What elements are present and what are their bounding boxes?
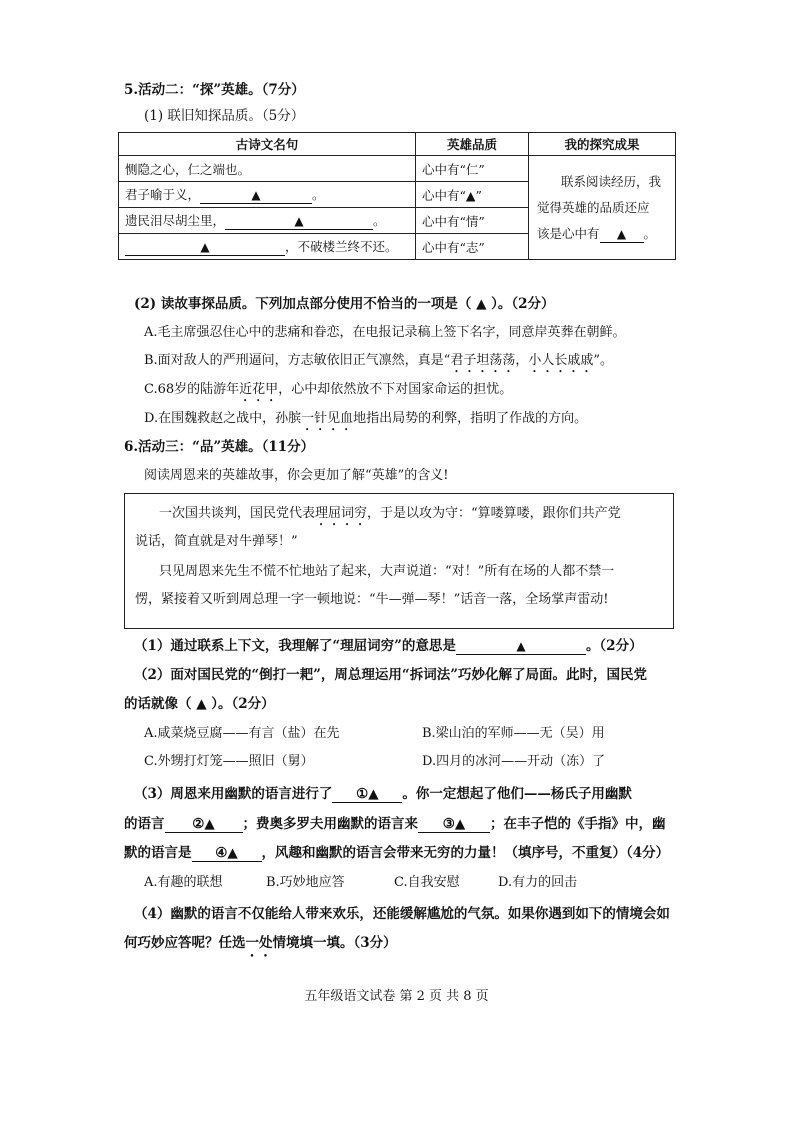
quality-1: 心中有“仁” — [422, 161, 485, 177]
option-b: B.巧妙地应答 — [266, 875, 345, 890]
poem-line-1: 恻隐之心，仁之端也。 — [125, 161, 251, 177]
answer-blank[interactable]: ④▲ — [192, 845, 262, 862]
quality-4: 心中有“志” — [422, 239, 485, 255]
q5-sub1: (1) 联旧知探品质。（5分） — [144, 108, 305, 124]
story-line-1: 一次国共谈判，国民党代表理屈词穷，于是以攻为守：“算喽算喽，跟你们共产党 — [159, 506, 621, 521]
story-line-4: 愣，紧接着又听到周总理一字一顿地说：“牛—弹—琴！”话音一落，全场掌声雷动! — [135, 592, 609, 607]
option-c: C.68岁的陆游年近花甲，心中却依然放不下对国家命运的担忧。 — [144, 382, 513, 397]
table-row — [119, 156, 676, 182]
answer-blank[interactable]: ▲ — [456, 638, 586, 655]
answer-blank[interactable]: ▲ — [125, 239, 285, 256]
result-line-3: 该是心中有 ▲ 。 — [537, 225, 657, 241]
story-box — [124, 493, 674, 629]
answer-blank[interactable]: ▲ — [200, 187, 312, 204]
option-b: B.面对敌人的严刑逼问，方志敏依旧正气凛然，真是“君子坦荡荡，小人长戚戚”。 — [144, 353, 614, 368]
answer-blank[interactable]: ▲ — [600, 226, 644, 243]
result-cell — [529, 156, 676, 260]
option-a: A.咸菜烧豆腐——有言（盐）在先 — [144, 726, 340, 741]
option-a: A.毛主席强忍住心中的悲痛和眷恋，在电报记录稿上签下名字，同意岸英葬在朝鲜。 — [144, 325, 626, 340]
option-b: B.梁山泊的军师——无（吴）用 — [422, 726, 605, 741]
option-a: A.有趣的联想 — [144, 875, 223, 890]
story-line-2: 说话，简直就是对牛弹琴！” — [135, 534, 298, 549]
q6-intro: 阅读周恩来的英雄故事，你会更加了解“英雄”的含义! — [144, 468, 449, 483]
poem-table — [118, 132, 676, 260]
table-row: 遗民泪尽胡尘里， ▲ 。 心中有“情” — [119, 208, 676, 234]
result-line-2: 觉得英雄的品质还应 — [537, 199, 650, 215]
q6-sub4-line2: 何巧妙应答呢？任选一处情境填一填。（3分） — [124, 935, 397, 951]
table-header-quality: 英雄品质 — [416, 133, 529, 156]
poem-line-4: ，不破楼兰终不还。 — [285, 239, 398, 254]
option-d: D.四月的冰河——开动（冻）了 — [422, 754, 606, 769]
q6-sub3-line2: 的语言 ②▲ ；费奥多罗夫用幽默的语言来 ③▲ ；在丰子恺的《手指》中，幽 — [124, 816, 666, 832]
q6-sub2-line2: 的话就像（ ▲ ）。（2分） — [124, 696, 275, 712]
answer-blank[interactable]: ③▲ — [418, 816, 490, 833]
answer-blank[interactable]: ②▲ — [165, 816, 243, 833]
q6-sub3-line3: 默的语言是 ④▲ ，风趣和幽默的语言会带来无穷的力量！（填序号，不重复）（4分） — [124, 845, 670, 861]
q6-sub4-line1: （4）幽默的语言不仅能给人带来欢乐，还能缓解尴尬的气氛。如果你遇到如下的情境会如 — [134, 906, 670, 922]
q5-heading: 5.活动二：“探”英雄。（7分） — [124, 82, 305, 98]
answer-blank[interactable]: ▲ — [225, 213, 373, 230]
table-header-poems: 古诗文名句 — [119, 133, 416, 156]
option-c: C.自我安慰 — [394, 875, 460, 890]
result-line-1: 联系阅读经历，我 — [561, 173, 662, 189]
q5-sub2: (2) 读故事探品质。下列加点部分使用不恰当的一项是（ ▲ ）。（2分） — [134, 296, 555, 312]
q6-sub3-line1: （3）周恩来用幽默的语言进行了 ①▲ 。你一定想起了他们——杨氏子用幽默 — [134, 786, 632, 802]
quality-3: 心中有“情” — [422, 213, 485, 229]
poem-line-3: 遗民泪尽胡尘里， — [125, 213, 226, 228]
page-footer: 五年级语文试卷 第 2 页 共 8 页 — [304, 989, 489, 1004]
q6-sub1: （1）通过联系上下文，我理解了“理屈词穷”的意思是 ▲ 。（2分） — [134, 638, 643, 654]
option-d: D.有力的回击 — [498, 875, 578, 890]
story-line-3: 只见周恩来先生不慌不忙地站了起来，大声说道：“对！”所有在场的人都不禁一 — [159, 564, 615, 579]
table-row: 君子喻于义， ▲ 。 心中有“▲” — [119, 182, 676, 208]
option-c: C.外甥打灯笼——照旧（舅） — [144, 754, 314, 769]
quality-2: 心中有“▲” — [422, 187, 482, 203]
answer-blank[interactable]: ①▲ — [332, 786, 402, 803]
table-header-result: 我的探究成果 — [529, 133, 676, 156]
option-d: D.在围魏救赵之战中，孙膑一针见血地指出局势的利弊，指明了作战的方向。 — [144, 411, 588, 426]
poem-line-2: 君子喻于义， — [125, 187, 201, 202]
q6-heading: 6.活动三：“品”英雄。（11分） — [124, 439, 315, 455]
q6-sub2-line1: （2）面对国民党的“倒打一耙”，周总理运用“拆词法”巧妙化解了局面。此时，国民党 — [134, 667, 647, 683]
